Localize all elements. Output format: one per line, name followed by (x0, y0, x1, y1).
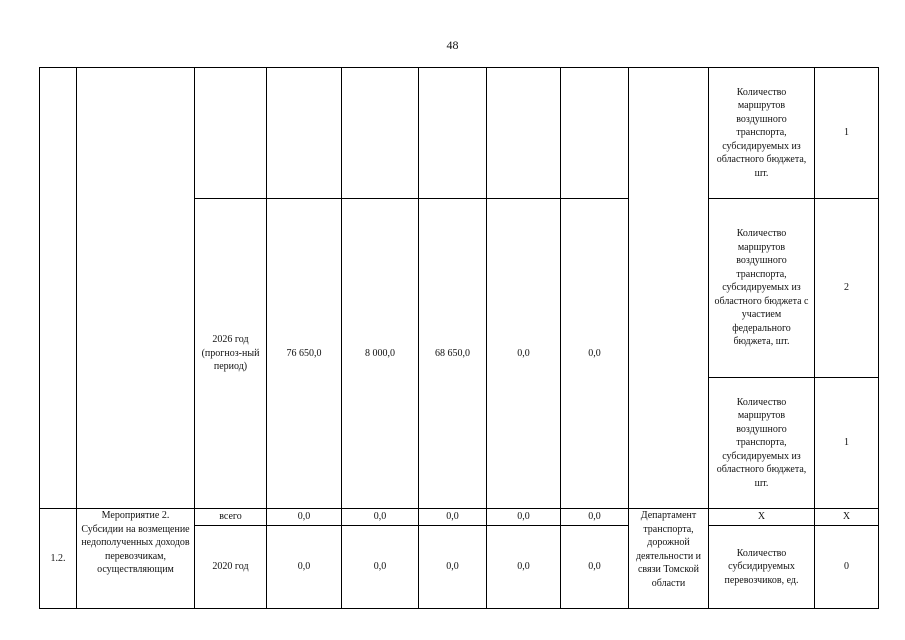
indicator-value-cell: 2 (815, 199, 879, 378)
indicator-name-cell: Количество маршрутов воздушного транспорта, субсидируемых из областного бюджета, шт. (709, 68, 815, 199)
local-budget-cell: 0,0 (487, 509, 561, 526)
indicator-value-cell: 1 (815, 68, 879, 199)
year-cell: всего (195, 509, 267, 526)
total-cell: 76 650,0 (267, 199, 342, 509)
total-cell: 0,0 (267, 526, 342, 609)
indicator-name-cell: Количество субсидируемых перевозчиков, ед. (709, 526, 815, 609)
page-number: 48 (446, 38, 459, 52)
year-cell (195, 68, 267, 199)
total-cell (267, 68, 342, 199)
extra-budget-cell: 0,0 (561, 509, 629, 526)
extra-budget-cell (561, 68, 629, 199)
local-budget-cell: 0,0 (487, 199, 561, 509)
regional-budget-cell: 68 650,0 (419, 199, 487, 509)
indicator-value-cell: X (815, 509, 879, 526)
table-row (40, 68, 879, 199)
extra-budget-cell: 0,0 (561, 199, 629, 509)
regional-budget-cell: 0,0 (419, 526, 487, 609)
indicator-name-cell: X (709, 509, 815, 526)
regional-budget-cell (419, 68, 487, 199)
executor-cell: Департамент транспорта, дорожной деятельности и связи Томской области (629, 509, 709, 609)
federal-budget-cell (342, 68, 419, 199)
federal-budget-cell: 8 000,0 (342, 199, 419, 509)
program-budget-table (39, 67, 879, 609)
regional-budget-cell: 0,0 (419, 509, 487, 526)
indicator-value-cell: 1 (815, 378, 879, 509)
extra-budget-cell: 0,0 (561, 526, 629, 609)
executor-cell (629, 68, 709, 509)
total-cell: 0,0 (267, 509, 342, 526)
measure-name-cell (77, 68, 195, 509)
local-budget-cell (487, 68, 561, 199)
year-cell: 2020 год (195, 526, 267, 609)
indicator-name-cell: Количество маршрутов воздушного транспорта, субсидируемых из областного бюджета, шт. (709, 378, 815, 509)
measure-number-cell (40, 68, 77, 509)
table-row (40, 509, 879, 526)
year-cell: 2026 год (прогноз-ный период) (195, 199, 267, 509)
indicator-name-cell: Количество маршрутов воздушного транспорта, субсидируемых из областного бюджета с участием федерального бюджета, шт. (709, 199, 815, 378)
local-budget-cell: 0,0 (487, 526, 561, 609)
measure-name-cell: Мероприятие 2. Субсидии на возмещение недополученных доходов перевозчикам, осуществляющим (77, 509, 195, 609)
federal-budget-cell: 0,0 (342, 526, 419, 609)
measure-number-cell: 1.2. (40, 509, 77, 609)
indicator-value-cell: 0 (815, 526, 879, 609)
federal-budget-cell: 0,0 (342, 509, 419, 526)
